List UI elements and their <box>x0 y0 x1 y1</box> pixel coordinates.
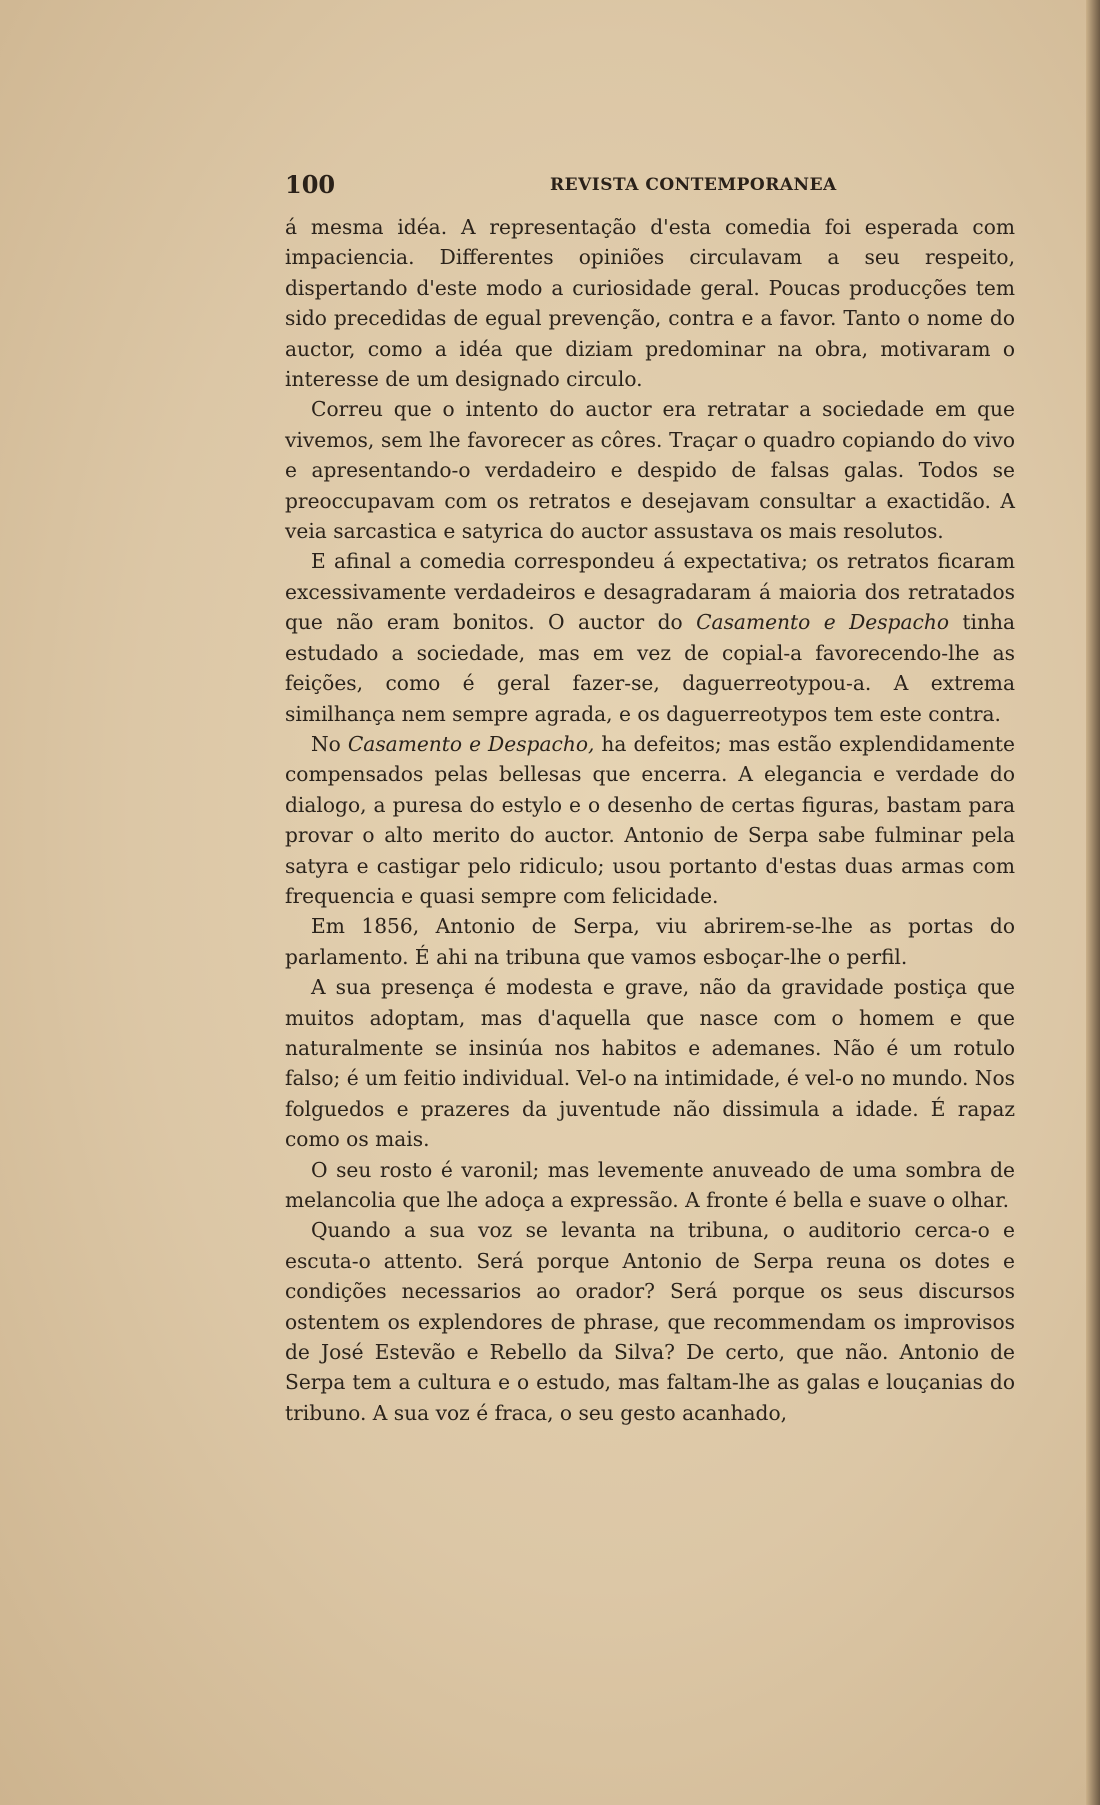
paragraph: A sua presença é modesta e grave, não da gravidade postiça que muitos adoptam, mas d'aquella que nasce com o homem e que naturalmente se insinúa nos habitos e ademanes. Não é um rotulo falso; é um feitio individual. Vel-o na intimidade, é vel-o no mundo. Nos folguedos e prazeres da juventude não dissimula a idade. É rapaz como os mais. <box>285 975 1015 1152</box>
running-title: REVISTA CONTEMPORANEA <box>550 175 837 195</box>
play-title: Casamento e Despacho <box>696 610 949 635</box>
paragraph: Em 1856, Antonio de Serpa, viu abrirem-se-lhe as portas do parlamento. É ahi na tribuna que vamos esboçar-lhe o perfil. <box>285 914 1015 969</box>
body-text <box>285 212 1015 1428</box>
paragraph: Correu que o intento do auctor era retratar a sociedade em que vivemos, sem lhe favorecer as côres. Traçar o quadro copiando do vivo e apresentando-o verdadeiro e despido de falsas galas. Todos se preoccupavam com os retratos e desejavam consultar a exactidão. A veia sarcastica e satyrica do auctor assustava os mais resolutos. <box>285 397 1015 544</box>
paragraph <box>285 546 1015 728</box>
paragraph-text: E afinal a comedia correspondeu á expectativa; os retratos ficaram excessivamente verdadeiros e desagradaram á maioria dos retratados que não eram bonitos. O auctor do <box>285 549 1015 635</box>
paragraph <box>285 729 1015 911</box>
paragraph-text: tinha estudado a sociedade, mas em vez de copial-a favorecendo-lhe as feições, como é geral fazer-se, daguerreotypou-a. A extrema similhança nem sempre agrada, e os daguerreotypos tem este contra. <box>285 610 1015 726</box>
play-title: Casamento e Despacho, <box>347 731 595 756</box>
paragraph-text: No <box>311 731 348 756</box>
paragraph-text: ha defeitos; mas estão explendidamente compensados pelas bellesas que encerra. A elegancia e verdade do dialogo, a puresa do estylo e o desenho de certas figuras, bastam para provar o alto merito do auctor. Antonio de Serpa sabe fulminar pela satyra e castigar pelo ridiculo; usou portanto d'estas duas armas com frequencia e quasi sempre com felicidade. <box>285 731 1015 908</box>
running-header <box>285 170 1015 200</box>
paragraph: Quando a sua voz se levanta na tribuna, o auditorio cerca-o e escuta-o attento. Será porque Antonio de Serpa reuna os dotes e condições necessarios ao orador? Será porque os seus discursos ostentem os explendores de phrase, que recommendam os improvisos de José Estevão e Rebello da Silva? De certo, que não. Antonio de Serpa tem a cultura e o estudo, mas faltam-lhe as galas e louçanias do tribuno. A sua voz é fraca, o seu gesto acanhado, <box>285 1218 1015 1425</box>
paragraph: á mesma idéa. A representação d'esta comedia foi esperada com impaciencia. Differentes opiniões circulavam a seu respeito, dispertando d'este modo a curiosidade geral. Poucas producções tem sido precedidas de egual prevenção, contra e a favor. Tanto o nome do auctor, como a idéa que diziam predominar na obra, motivaram o interesse de um designado circulo. <box>285 215 1015 392</box>
page-number: 100 <box>285 170 336 199</box>
paragraph: O seu rosto é varonil; mas levemente anuveado de uma sombra de melancolia que lhe adoça a expressão. A fronte é bella e suave o olhar. <box>285 1157 1015 1212</box>
page-edge-shadow <box>1086 0 1100 1805</box>
